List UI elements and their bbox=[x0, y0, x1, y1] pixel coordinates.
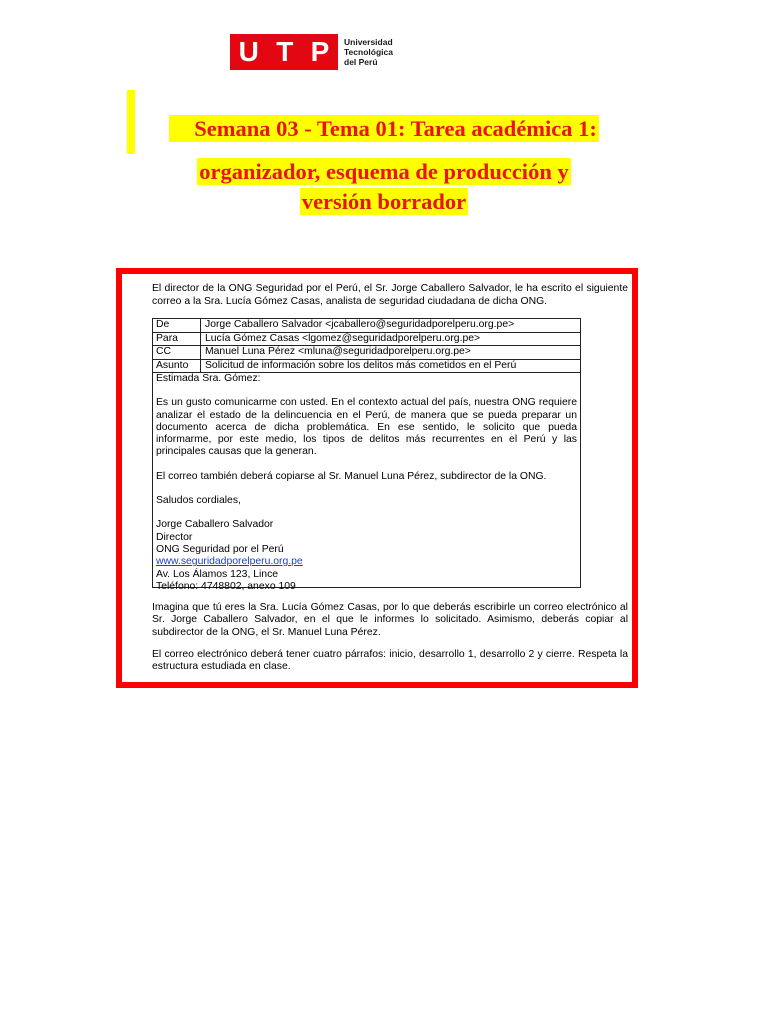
email-paragraph-2: El correo también deberá copiarse al Sr. Manuel Luna Pérez, subdirector de la ONG. bbox=[156, 470, 547, 482]
utp-logo-mark bbox=[230, 34, 338, 70]
logo-letter-u: U bbox=[238, 36, 259, 67]
instruction-2: El correo electrónico deberá tener cuatro párrafos: inicio, desarrollo 1, desarrollo 2 y cierre. Respeta la estructura estudiada en clase. bbox=[152, 648, 628, 673]
logo-letter-p: P bbox=[310, 36, 330, 67]
header-key: Para bbox=[153, 333, 201, 346]
header-value: Manuel Luna Pérez <mluna@seguridadporelperu.org.pe> bbox=[205, 346, 471, 357]
logo-line-2: Tecnológica bbox=[344, 47, 393, 57]
email-paragraph-1: Es un gusto comunicarme con usted. En el contexto actual del país, nuestra ONG requiere analizar el estado de la delincuencia en el Perú, de manera que se pueda preparar un documento acerca de dicha problemática. En ese sentido, le solicito que pueda informarme, por este medio, los tipos de delitos más recurrentes en el Perú y las principales causas que la generan. bbox=[156, 397, 577, 458]
sig-address: Av. Los Álamos 123, Lince bbox=[156, 568, 279, 580]
header-key: Asunto bbox=[153, 360, 201, 373]
header-value: Lucía Gómez Casas <lgomez@seguridadporelperu.org.pe> bbox=[205, 332, 481, 344]
page-title-line-1 bbox=[0, 116, 768, 142]
sig-phone: Teléfono: 4748802, anexo 109 bbox=[156, 580, 296, 592]
sig-org: ONG Seguridad por el Perú bbox=[156, 543, 284, 555]
logo-letter-t: T bbox=[276, 36, 294, 67]
title-line-1-text:   Semana 03 - Tema 01: Tarea académica 1: bbox=[171, 116, 597, 141]
task-intro: El director de la ONG Seguridad por el Perú, el Sr. Jorge Caballero Salvador, le ha escrito el siguiente correo a la Sra. Lucía Gómez Casas, analista de seguridad ciudadana de dicha ONG. bbox=[152, 283, 628, 307]
utp-logo bbox=[230, 34, 393, 70]
utp-logo-text bbox=[344, 37, 393, 67]
instruction-1: Imagina que tú eres la Sra. Lucía Gómez Casas, por lo que deberás escribirle un correo electrónico al Sr. Jorge Caballero Salvador, en el que le informes lo solicitado. Asimismo, deberás copiar al subdirector de la ONG, el Sr. Manuel Luna Pérez. bbox=[152, 602, 628, 638]
logo-line-3: del Perú bbox=[344, 57, 378, 67]
email-header-cc bbox=[153, 346, 580, 360]
email-header-subject bbox=[153, 360, 580, 374]
task-frame bbox=[116, 268, 638, 688]
email-header-to bbox=[153, 333, 580, 347]
email-box bbox=[152, 318, 581, 592]
header-key: De bbox=[153, 319, 201, 332]
email-greeting: Estimada Sra. Gómez: bbox=[156, 373, 261, 384]
email-closing: Saludos cordiales, bbox=[156, 495, 241, 507]
header-value: Jorge Caballero Salvador <jcaballero@seguridadporelperu.org.pe> bbox=[205, 319, 515, 330]
task-instructions bbox=[152, 602, 628, 683]
header-key: CC bbox=[153, 346, 201, 359]
sig-role: Director bbox=[156, 531, 193, 543]
sig-name: Jorge Caballero Salvador bbox=[156, 519, 274, 531]
logo-line-1: Universidad bbox=[344, 37, 393, 47]
header-value: Solicitud de información sobre los delitos más cometidos en el Perú bbox=[205, 359, 517, 371]
email-body bbox=[153, 373, 580, 593]
title-line-3-text: versión borrador bbox=[301, 189, 467, 214]
email-header-from bbox=[153, 319, 580, 333]
sig-website-link[interactable]: www.seguridadporelperu.org.pe bbox=[156, 556, 303, 568]
title-line-2-text: organizador, esquema de producción y bbox=[199, 159, 569, 184]
page-title-subtitle bbox=[0, 157, 768, 217]
